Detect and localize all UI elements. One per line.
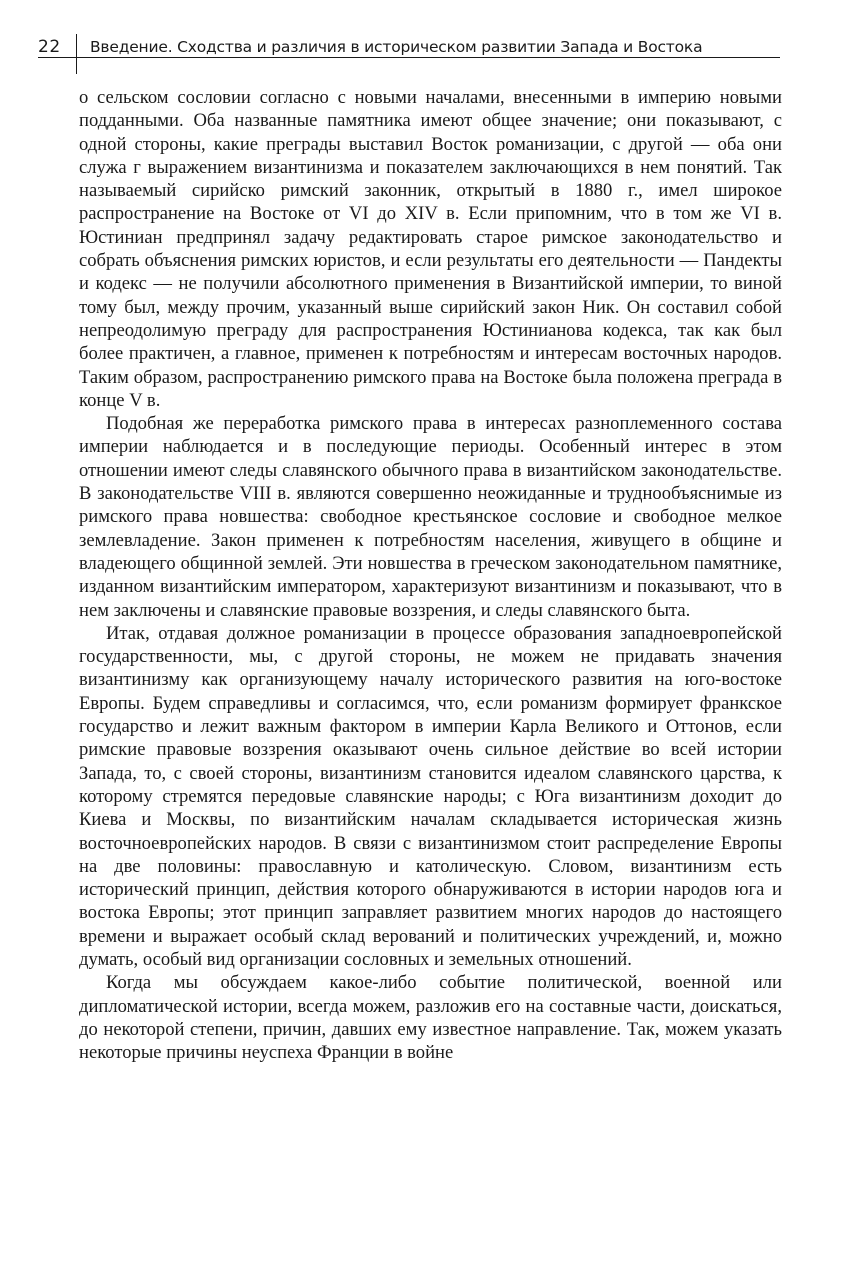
- paragraph-continued: о сельском сословии согласно с новыми началами, внесенными в империю новыми подданными. Оба названные памятника имеют общее значение; они показывают, с одной стороны, какие преграды выставил Восток романизации, с другой — оба они служа г выражением византинизма и показателем заключающихся в нем понятий. Так называемый сирийско римский законник, открытый в 1880 г., имел широкое распространение на Востоке от VI до XIV в. Если припомним, что в том же VI в. Юстиниан предпринял задачу редактировать старое римское законодательство и собрать объяснения римских юристов, и если результаты его деятельности — Пандекты и кодекс — не получили абсолютного применения в Византийской империи, то виной тому был, между прочим, указанный выше сирийский закон Ник. Он составил собой непреодолимую преграду для распространения Юстинианова кодекса, так как был более практичен, а главное, применен к потребностям и интересам восточных народов. Таким образом, распространению римского права на Востоке была положена преграда в конце V в.: [79, 87, 782, 411]
- paragraph: Итак, отдавая должное романизации в процессе образования западноевропейской государственности, мы, с другой стороны, не можем не придавать значения византинизму как организующему началу исторического развития на юго-востоке Европы. Будем справедливы и согласимся, что, если романизм формирует франкское государство и лежит важным фактором в империи Карла Великого и Оттонов, если римские правовые воззрения оказывают очень сильное действие во всей истории Запада, то, с своей стороны, византинизм становится идеалом славянского царства, к которому стремятся передовые славянские народы; с Юга византинизм доходит до Киева и Москвы, по византийским началам складывается историческая жизнь восточноевропейских народов. В связи с византинизмом стоит распределение Европы на две половины: православную и католическую. Словом, византинизм есть исторический принцип, действия которого обнаруживаются в истории народов юга и востока Европы; этот принцип заправляет развитием многих народов до настоящего времени и выражает особый склад верований и политических учреждений, и, можно думать, особый вид организации сословных и земельных отношений.: [79, 622, 782, 970]
- header-divider: [76, 34, 77, 74]
- body-text: [79, 86, 782, 1064]
- paragraph: Когда мы обсуждаем какое-либо событие политической, военной или дипломатической истории, всегда можем, разложив его на составные части, доискаться, до некоторой степени, причин, давших ему известное направление. Так, можем указать некоторые причины неуспеха Франции в войне: [79, 972, 782, 1064]
- chapter-title: Введение. Сходства и различия в историческом развитии Запада и Востока: [90, 38, 703, 56]
- paragraph: Подобная же переработка римского права в интересах разноплеменного состава империи наблюдается и в последующие периоды. Особенный интерес в этом отношении имеют следы славянского обычного права в византийском законодательстве. В законодательстве VIII в. являются совершенно неожиданные и труднообъяснимые из римского права новшества: свободное крестьянское сословие и свободное мелкое землевладение. Закон применен к потребностям населения, живущего в общине и владеющего общинной землей. Эти новшества в греческом законодательном памятнике, изданном византийским императором, характеризуют византинизм и показывают, что в нем заключены и славянские правовые воззрения, и следы славянского быта.: [79, 413, 782, 621]
- page-number: 22: [38, 37, 61, 57]
- running-head: [38, 30, 780, 62]
- header-rule: [38, 57, 780, 58]
